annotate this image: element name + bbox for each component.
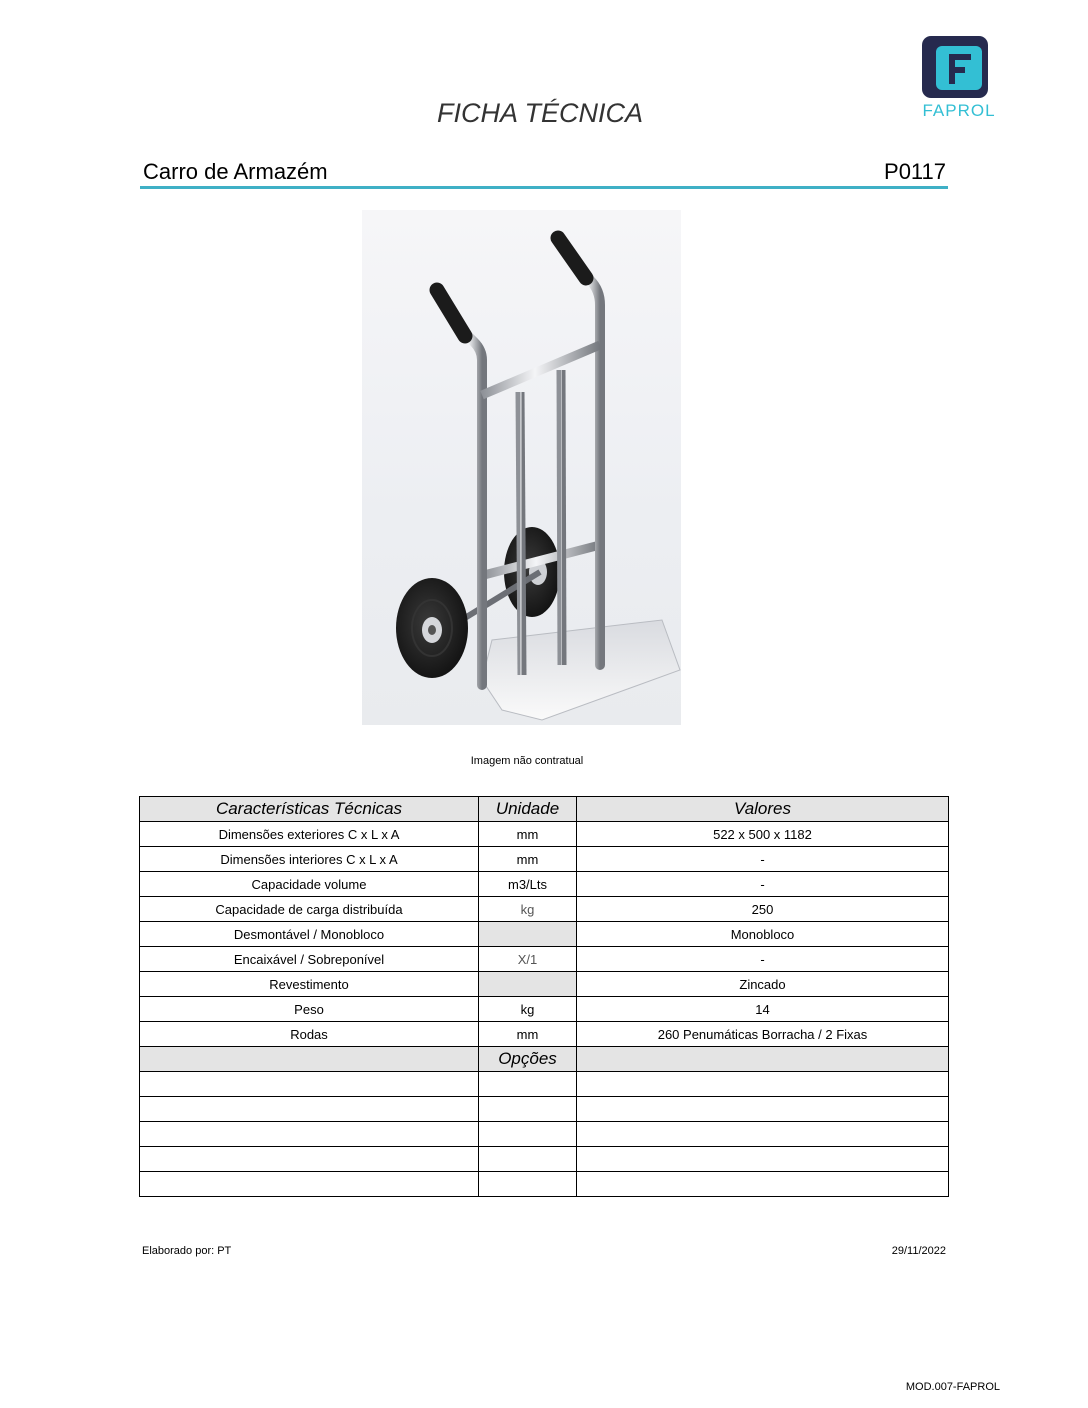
options-row [140,1072,949,1097]
row-unit: X/1 [479,947,577,972]
row-label: Dimensões interiores C x L x A [140,847,479,872]
row-value: - [577,847,949,872]
row-label: Dimensões exteriores C x L x A [140,822,479,847]
row-value: 522 x 500 x 1182 [577,822,949,847]
row-value: 14 [577,997,949,1022]
row-label: Encaixável / Sobreponível [140,947,479,972]
table-row [140,947,949,972]
table-row [140,822,949,847]
product-name: Carro de Armazém [143,159,328,184]
logo-text: FAPROL [922,101,996,120]
faprol-logo-icon [922,36,988,98]
row-unit [479,922,577,947]
table-row [140,897,949,922]
table-row [140,1022,949,1047]
image-caption: Imagem não contratual [470,755,584,767]
row-unit: kg [479,997,577,1022]
table-row [140,972,949,997]
row-label: Peso [140,997,479,1022]
options-row [140,1097,949,1122]
document-date: 29/11/2022 [891,1245,946,1257]
row-value: - [577,872,949,897]
row-value: 260 Penumáticas Borracha / 2 Fixas [577,1022,949,1047]
row-label: Rodas [140,1022,479,1047]
options-row [140,1122,949,1147]
model-code: MOD.007-FAPROL [905,1381,1000,1393]
table-row [140,847,949,872]
options-label: Opções [479,1047,577,1072]
product-code: P0117 [884,159,946,184]
row-value: Zincado [577,972,949,997]
row-label: Desmontável / Monobloco [140,922,479,947]
technical-specs-table [139,796,949,1197]
row-value: - [577,947,949,972]
column-header-unit: Unidade [479,797,577,822]
document-title: FICHA TÉCNICA [436,98,643,128]
row-unit: kg [479,897,577,922]
row-label: Capacidade volume [140,872,479,897]
options-header-row [140,1047,949,1072]
options-row [140,1172,949,1197]
options-row [140,1147,949,1172]
row-unit [479,972,577,997]
table-header-row [140,797,949,822]
row-value: 250 [577,897,949,922]
product-image [362,210,681,725]
table-row [140,997,949,1022]
row-value: Monobloco [577,922,949,947]
column-header-values: Valores [577,797,949,822]
row-unit: mm [479,1022,577,1047]
row-unit: mm [479,822,577,847]
hand-truck-illustration [362,210,681,725]
row-label: Capacidade de carga distribuída [140,897,479,922]
table-row [140,922,949,947]
row-label: Revestimento [140,972,479,997]
row-unit: m3/Lts [479,872,577,897]
title-divider [140,186,948,189]
faprol-logo [918,36,1000,122]
prepared-by: Elaborado por: PT [142,1245,232,1257]
table-row [140,872,949,897]
column-header-characteristics: Características Técnicas [140,797,479,822]
row-unit: mm [479,847,577,872]
